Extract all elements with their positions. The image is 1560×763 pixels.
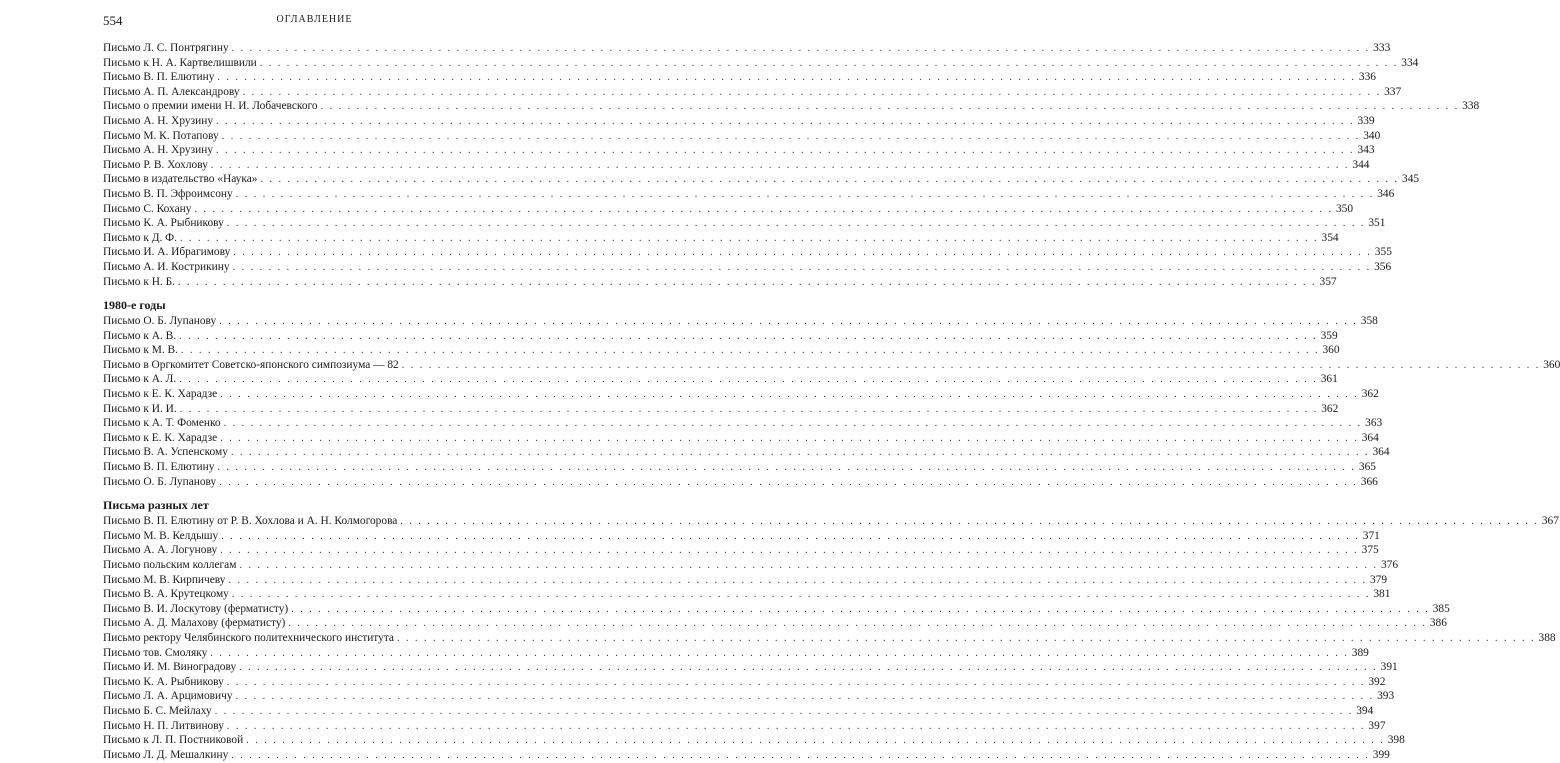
- entry-page-number: 346: [1377, 187, 1395, 200]
- entry-page-number: 366: [1360, 475, 1378, 488]
- dot-leader: [243, 86, 1382, 101]
- dot-leader: [232, 42, 1371, 57]
- entry-page-number: 362: [1321, 402, 1339, 415]
- entry-title: Письмо к Н. А. Картвелишвили: [103, 56, 257, 69]
- entry-page-number: 393: [1377, 690, 1395, 703]
- entry-title: Письмо В. П. Елютину: [103, 71, 215, 84]
- entry-page-number: 386: [1429, 617, 1447, 630]
- toc-entry[interactable]: [103, 85, 1402, 100]
- dot-leader: [227, 217, 1366, 232]
- entry-title: Письмо В. П. Елютину от Р. В. Хохлова и А. Н. Колмогорова: [103, 515, 398, 528]
- entry-page-number: 364: [1361, 431, 1379, 444]
- toc-entry[interactable]: [103, 41, 1391, 56]
- dot-leader: [321, 100, 1460, 115]
- toc-entry[interactable]: [103, 372, 1338, 387]
- toc-entry[interactable]: [103, 631, 1556, 646]
- toc-entry[interactable]: [103, 573, 1388, 588]
- entry-page-number: 359: [1320, 329, 1338, 342]
- entry-title: Письмо к Е. К. Харадзе: [103, 431, 218, 444]
- dot-leader: [227, 720, 1366, 735]
- dot-leader: [180, 232, 1319, 247]
- toc-entry[interactable]: [103, 733, 1405, 748]
- entry-page-number: 363: [1365, 417, 1383, 430]
- dot-leader: [233, 246, 1372, 261]
- toc-entry[interactable]: [103, 358, 1560, 373]
- entry-title: Письмо М. К. Потапову: [103, 129, 219, 142]
- dot-leader: [239, 559, 1378, 574]
- entry-page-number: 385: [1432, 602, 1450, 615]
- entry-title: Письмо В. А. Крутецкому: [103, 588, 229, 601]
- toc-entry[interactable]: [103, 158, 1370, 173]
- toc-entry[interactable]: [103, 56, 1419, 71]
- entry-page-number: 389: [1351, 646, 1369, 659]
- entry-title: Письмо С. Кохану: [103, 202, 192, 215]
- section-heading: Письма разных лет: [103, 498, 209, 513]
- entry-title: Письмо в издательство «Наука»: [103, 173, 258, 186]
- toc-entry[interactable]: [103, 460, 1376, 475]
- entry-page-number: 354: [1321, 231, 1339, 244]
- toc-entry[interactable]: [103, 431, 1379, 446]
- entry-page-number: 364: [1372, 446, 1390, 459]
- entry-page-number: 376: [1380, 559, 1399, 571]
- dot-leader: [224, 417, 1363, 432]
- entry-title: Письмо Н. П. Литвинову: [103, 719, 224, 732]
- entry-page-number: 355: [1374, 246, 1392, 259]
- entry-title: Письмо А. А. Логунову: [103, 544, 218, 557]
- entry-page-number: 360: [1322, 344, 1340, 357]
- toc-entry[interactable]: [103, 416, 1383, 431]
- entry-page-number: 388: [1538, 631, 1556, 644]
- toc-entry[interactable]: [103, 187, 1395, 202]
- dot-leader: [219, 476, 1358, 491]
- dot-leader: [194, 203, 1333, 218]
- entry-page-number: 334: [1401, 56, 1419, 69]
- entry-title: Письмо к Н. Б.: [103, 275, 176, 288]
- dot-leader: [221, 530, 1360, 545]
- entry-page-number: 365: [1358, 461, 1376, 474]
- toc-entry[interactable]: [103, 475, 1378, 490]
- toc-entry[interactable]: [103, 329, 1338, 344]
- entry-page-number: 360: [1543, 358, 1560, 371]
- entry-page-number: 397: [1368, 719, 1386, 732]
- toc-entry[interactable]: [103, 445, 1390, 460]
- dot-leader: [180, 403, 1319, 418]
- page-header: [103, 13, 526, 29]
- toc-entry[interactable]: [103, 343, 1340, 358]
- entry-title: Письмо к М. В.: [103, 344, 178, 357]
- entry-title: Письмо к А. Л.: [103, 373, 177, 386]
- entry-title: Письмо тов. Смоляку: [103, 646, 208, 659]
- dot-leader: [220, 388, 1359, 403]
- entry-page-number: 375: [1361, 544, 1379, 557]
- dot-leader: [236, 188, 1375, 203]
- toc-entry[interactable]: [103, 70, 1376, 85]
- entry-page-number: 336: [1358, 71, 1376, 84]
- entry-title: Письмо В. А. Успенскому: [103, 446, 228, 459]
- dot-leader: [288, 617, 1427, 632]
- toc-entry[interactable]: [103, 675, 1386, 690]
- entry-title: Письмо Р. В. Хохлову: [103, 158, 208, 171]
- entry-page-number: 339: [1357, 114, 1375, 127]
- entry-title: Письмо В. И. Лоскутову (ферматисту): [103, 602, 289, 615]
- entry-page-number: 358: [1360, 315, 1378, 328]
- dot-leader: [219, 315, 1358, 330]
- entry-title: Письмо О. Б. Лупанову: [103, 475, 217, 488]
- dot-leader: [217, 71, 1356, 86]
- entry-title: Письмо А. Н. Хрузину: [103, 114, 214, 127]
- toc-entry[interactable]: [103, 114, 1375, 129]
- dot-leader: [217, 461, 1356, 476]
- entry-title: Письмо к И. И.: [103, 402, 177, 415]
- toc-entry[interactable]: [103, 402, 1339, 417]
- entry-title: Письмо к Л. П. Постниковой: [103, 734, 244, 747]
- entry-page-number: 338: [1462, 100, 1480, 113]
- toc-entry[interactable]: [103, 129, 1381, 144]
- entry-title: Письмо к Д. Ф.: [103, 231, 178, 244]
- dot-leader: [211, 159, 1350, 174]
- entry-title: Письмо ректору Челябинского политехнического института: [103, 631, 394, 644]
- entry-title: Письмо Л. С. Понтрягину: [103, 42, 229, 54]
- toc-entry[interactable]: [103, 616, 1447, 631]
- dot-leader: [229, 574, 1368, 589]
- toc-entry[interactable]: [103, 314, 1378, 329]
- entry-page-number: 399: [1372, 748, 1390, 761]
- section-heading: 1980-е годы: [103, 298, 166, 313]
- toc-entry[interactable]: [103, 514, 1559, 529]
- dot-leader: [246, 734, 1385, 749]
- toc-entry[interactable]: [103, 689, 1395, 704]
- toc-entry[interactable]: [103, 646, 1369, 661]
- dot-leader: [239, 661, 1378, 676]
- entry-title: Письмо А. Д. Малахову (ферматисту): [103, 617, 286, 630]
- dot-leader: [236, 690, 1375, 705]
- dot-leader: [220, 544, 1359, 559]
- page-number: 554: [103, 13, 123, 28]
- entry-page-number: 333: [1373, 42, 1391, 54]
- entry-page-number: 350: [1335, 202, 1354, 215]
- entry-page-number: 345: [1402, 173, 1420, 186]
- dot-leader: [260, 57, 1399, 72]
- entry-title: Письмо о премии имени Н. И. Лобачевского: [103, 100, 318, 113]
- toc-entry[interactable]: [103, 748, 1390, 763]
- dot-leader: [215, 705, 1354, 720]
- entry-title: Письмо Л. Д. Мешалкину: [103, 748, 229, 761]
- running-title: ОГЛАВЛЕНИЕ: [276, 14, 353, 25]
- entry-title: Письмо А. П. Александрову: [103, 85, 240, 98]
- dot-leader: [178, 276, 1317, 291]
- entry-title: Письмо К. А. Рыбникову: [103, 217, 224, 230]
- entry-page-number: 371: [1362, 529, 1380, 542]
- entry-title: Письмо в Оргкомитет Советско-японского симпозиума — 82: [103, 358, 399, 371]
- dot-leader: [397, 632, 1536, 647]
- entry-page-number: 367: [1541, 515, 1559, 528]
- entry-page-number: 340: [1363, 129, 1381, 142]
- entry-page-number: 351: [1368, 217, 1386, 230]
- entry-title: Письмо В. П. Елютину: [103, 461, 215, 474]
- dot-leader: [216, 115, 1355, 130]
- entry-title: Письмо Б. С. Мейлаху: [103, 704, 212, 717]
- dot-leader: [210, 647, 1349, 662]
- entry-title: Письмо к А. В.: [103, 329, 177, 342]
- entry-page-number: 398: [1387, 734, 1405, 747]
- toc-entry[interactable]: [103, 260, 1392, 275]
- dot-leader: [231, 749, 1370, 763]
- dot-leader: [261, 173, 1400, 188]
- entry-page-number: 361: [1320, 373, 1338, 386]
- dot-leader: [222, 130, 1361, 145]
- toc-entry[interactable]: [103, 529, 1380, 544]
- entry-title: Письмо польским коллегам: [103, 559, 237, 571]
- dot-leader: [216, 144, 1355, 159]
- toc-entry[interactable]: [103, 558, 1399, 573]
- entry-page-number: 337: [1384, 85, 1402, 98]
- toc-entry[interactable]: [103, 202, 1354, 217]
- toc-entry[interactable]: [103, 387, 1379, 402]
- entry-page-number: 381: [1373, 588, 1391, 601]
- entry-title: Письмо М. В. Келдышу: [103, 529, 219, 542]
- toc-entry[interactable]: [103, 602, 1450, 617]
- dot-leader: [232, 588, 1371, 603]
- entry-page-number: 343: [1357, 144, 1375, 157]
- toc-entry[interactable]: [103, 660, 1398, 675]
- dot-leader: [233, 261, 1372, 276]
- dot-leader: [181, 344, 1320, 359]
- entry-page-number: 392: [1368, 675, 1386, 688]
- entry-page-number: 379: [1370, 573, 1388, 586]
- toc-entry[interactable]: [103, 587, 1391, 602]
- entry-page-number: 357: [1319, 275, 1337, 288]
- entry-page-number: 391: [1380, 661, 1398, 674]
- dot-leader: [220, 432, 1359, 447]
- toc-entry[interactable]: [103, 245, 1392, 260]
- entry-title: Письмо В. П. Эфроимсону: [103, 187, 233, 200]
- entry-title: Письмо И. А. Ибрагимову: [103, 246, 231, 259]
- entry-title: Письмо к Е. К. Харадзе: [103, 388, 218, 401]
- entry-title: Письмо А. И. Кострикину: [103, 260, 230, 273]
- entry-title: Письмо М. В. Кирпичеву: [103, 573, 226, 586]
- entry-title: Письмо Л. А. Арцимовичу: [103, 690, 233, 703]
- dot-leader: [231, 446, 1370, 461]
- entry-title: Письмо И. М. Виноградову: [103, 661, 237, 674]
- toc-entry[interactable]: [103, 275, 1337, 290]
- dot-leader: [179, 330, 1318, 345]
- entry-page-number: 344: [1352, 158, 1370, 171]
- toc-entry[interactable]: [103, 704, 1374, 719]
- dot-leader: [402, 359, 1541, 374]
- dot-leader: [179, 373, 1318, 388]
- dot-leader: [400, 515, 1539, 530]
- entry-title: Письмо к А. Т. Фоменко: [103, 417, 221, 430]
- toc-entry[interactable]: [103, 216, 1386, 231]
- entry-title: Письмо К. А. Рыбникову: [103, 675, 224, 688]
- toc-entry[interactable]: [103, 231, 1339, 246]
- toc-entry[interactable]: [103, 99, 1480, 114]
- entry-title: Письмо О. Б. Лупанову: [103, 315, 217, 328]
- entry-page-number: 356: [1374, 260, 1392, 273]
- table-of-contents: [103, 41, 1560, 762]
- dot-leader: [291, 603, 1430, 618]
- toc-entry[interactable]: [103, 719, 1386, 734]
- entry-page-number: 362: [1361, 388, 1379, 401]
- entry-page-number: 394: [1356, 704, 1374, 717]
- dot-leader: [227, 676, 1366, 691]
- toc-entry[interactable]: [103, 172, 1420, 187]
- entry-title: Письмо А. Н. Хрузину: [103, 144, 214, 157]
- toc-entry[interactable]: [103, 143, 1375, 158]
- toc-entry[interactable]: [103, 543, 1379, 558]
